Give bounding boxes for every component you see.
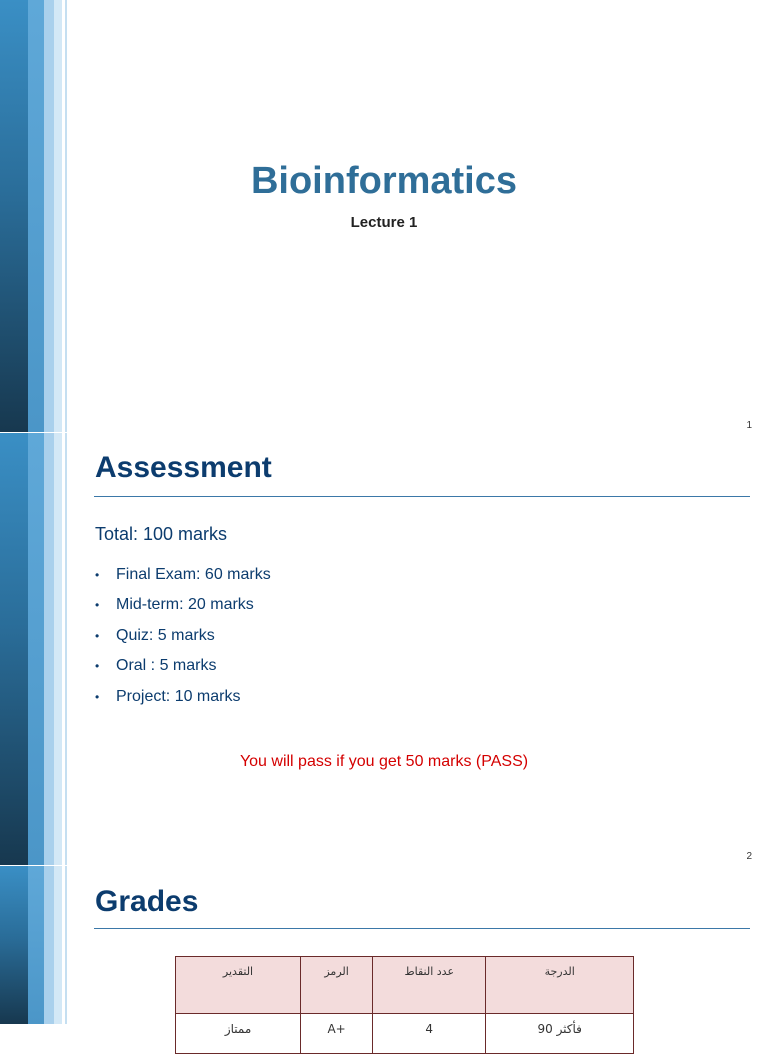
decorative-bar: [0, 433, 28, 865]
pass-note: You will pass if you get 50 marks (PASS): [239, 753, 529, 770]
decorative-bar: [65, 433, 67, 865]
list-item: [95, 625, 271, 655]
page-number: 2: [746, 851, 752, 862]
decorative-bar: [54, 866, 62, 1024]
list-item-label: Project: 10 marks: [116, 687, 241, 705]
list-item-label: Oral : 5 marks: [116, 657, 217, 675]
total-marks: Total: 100 marks: [95, 524, 228, 544]
slide-grades: [0, 866, 768, 1036]
list-item: [95, 594, 271, 624]
heading-divider: [94, 928, 750, 929]
slide-title-text: Bioinformatics: [250, 160, 518, 202]
decorative-bar: [44, 433, 54, 865]
decorative-bar: [44, 866, 54, 1024]
decorative-bar: [0, 866, 28, 1024]
bullet-icon: •: [95, 628, 100, 643]
slide-subtitle: Lecture 1: [350, 214, 418, 231]
list-item-label: Final Exam: 60 marks: [116, 566, 271, 583]
bullet-icon: •: [95, 689, 100, 704]
bullet-icon: •: [95, 598, 100, 613]
assessment-list: [95, 564, 271, 716]
page-number: 1: [746, 420, 752, 431]
table-header-row: [176, 957, 634, 1014]
heading-divider: [94, 496, 750, 497]
table-header-cell: عدد النقاط: [373, 957, 486, 1014]
decorative-bar: [28, 866, 44, 1024]
list-item: [95, 655, 271, 685]
table-header-cell: التقدير: [176, 957, 301, 1014]
list-item-label: Quiz: 5 marks: [116, 626, 215, 644]
list-item: [95, 564, 271, 594]
slide-heading: Assessment: [95, 451, 272, 484]
grades-table: [175, 956, 634, 1054]
decorative-bar: [65, 866, 67, 1024]
decorative-bar: [28, 433, 44, 865]
decorative-bar: [54, 433, 62, 865]
table-cell: ممتاز: [176, 1014, 301, 1054]
list-item: [95, 686, 271, 716]
table-cell: 4: [373, 1014, 486, 1054]
table-row: [176, 1014, 634, 1054]
slide-title: [0, 0, 768, 432]
bullet-icon: •: [95, 568, 100, 582]
table-cell: 90 فأكثر: [486, 1014, 634, 1054]
slide-assessment: [0, 433, 768, 865]
bullet-icon: •: [95, 659, 100, 674]
table-header-cell: الدرجة: [486, 957, 634, 1014]
table-cell: A+: [301, 1014, 373, 1054]
list-item-label: Mid-term: 20 marks: [116, 596, 254, 614]
slide-heading: Grades: [95, 885, 199, 918]
table-header-cell: الرمز: [301, 957, 373, 1014]
